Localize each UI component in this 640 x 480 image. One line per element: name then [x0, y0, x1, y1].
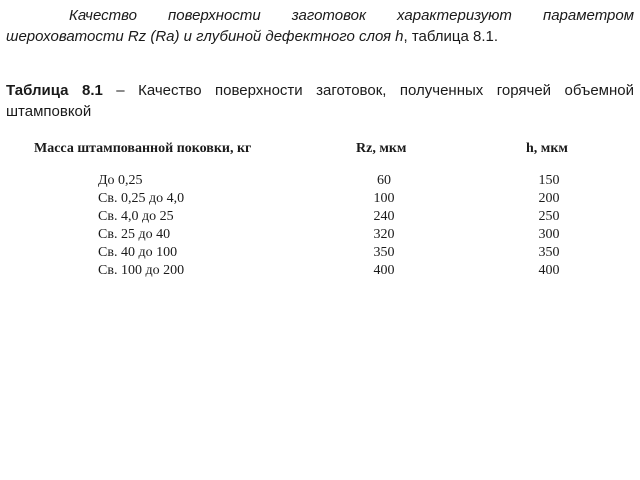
- caption-label: Таблица 8.1: [6, 82, 103, 99]
- table-row: [0, 262, 640, 280]
- caption-text: – Качество поверхности заготовок, полученных горячей объемной штамповкой: [6, 82, 634, 120]
- h-cell: 200: [538, 191, 560, 206]
- h-cell: 150: [538, 173, 560, 188]
- h-cell: 400: [538, 263, 560, 278]
- h-cell: 250: [538, 209, 560, 224]
- table-caption: [6, 80, 634, 122]
- intro-paragraph: [6, 5, 634, 47]
- table-row: [0, 190, 640, 208]
- mass-cell: До 0,25: [98, 173, 143, 188]
- table-row: [0, 226, 640, 244]
- rz-cell: 60: [377, 173, 391, 188]
- rz-cell: 400: [373, 263, 395, 278]
- mass-cell: Св. 25 до 40: [98, 227, 171, 242]
- table-row: [0, 172, 640, 190]
- table-row: [0, 244, 640, 262]
- intro-tail: , таблица 8.1.: [403, 28, 499, 45]
- mass-cell: Св. 40 до 100: [98, 245, 178, 260]
- h-cell: 350: [538, 245, 560, 260]
- column-header-rz: Rz, мкм: [356, 141, 407, 156]
- column-header-h: h, мкм: [526, 141, 568, 156]
- rz-cell: 320: [373, 227, 395, 242]
- rz-cell: 240: [373, 209, 395, 224]
- table-body: [0, 172, 640, 280]
- table-row: [0, 208, 640, 226]
- h-cell: 300: [538, 227, 560, 242]
- mass-cell: Св. 0,25 до 4,0: [98, 191, 185, 206]
- intro-text: Качество поверхности заготовок характеризуют параметром шероховатости Rz (Ra) и глубиной дефектного слоя h: [6, 7, 634, 45]
- rz-cell: 350: [373, 245, 395, 260]
- rz-cell: 100: [373, 191, 395, 206]
- mass-cell: Св. 4,0 до 25: [98, 209, 174, 224]
- mass-cell: Св. 100 до 200: [98, 263, 185, 278]
- column-header-mass: Масса штампованной поковки, кг: [34, 141, 252, 156]
